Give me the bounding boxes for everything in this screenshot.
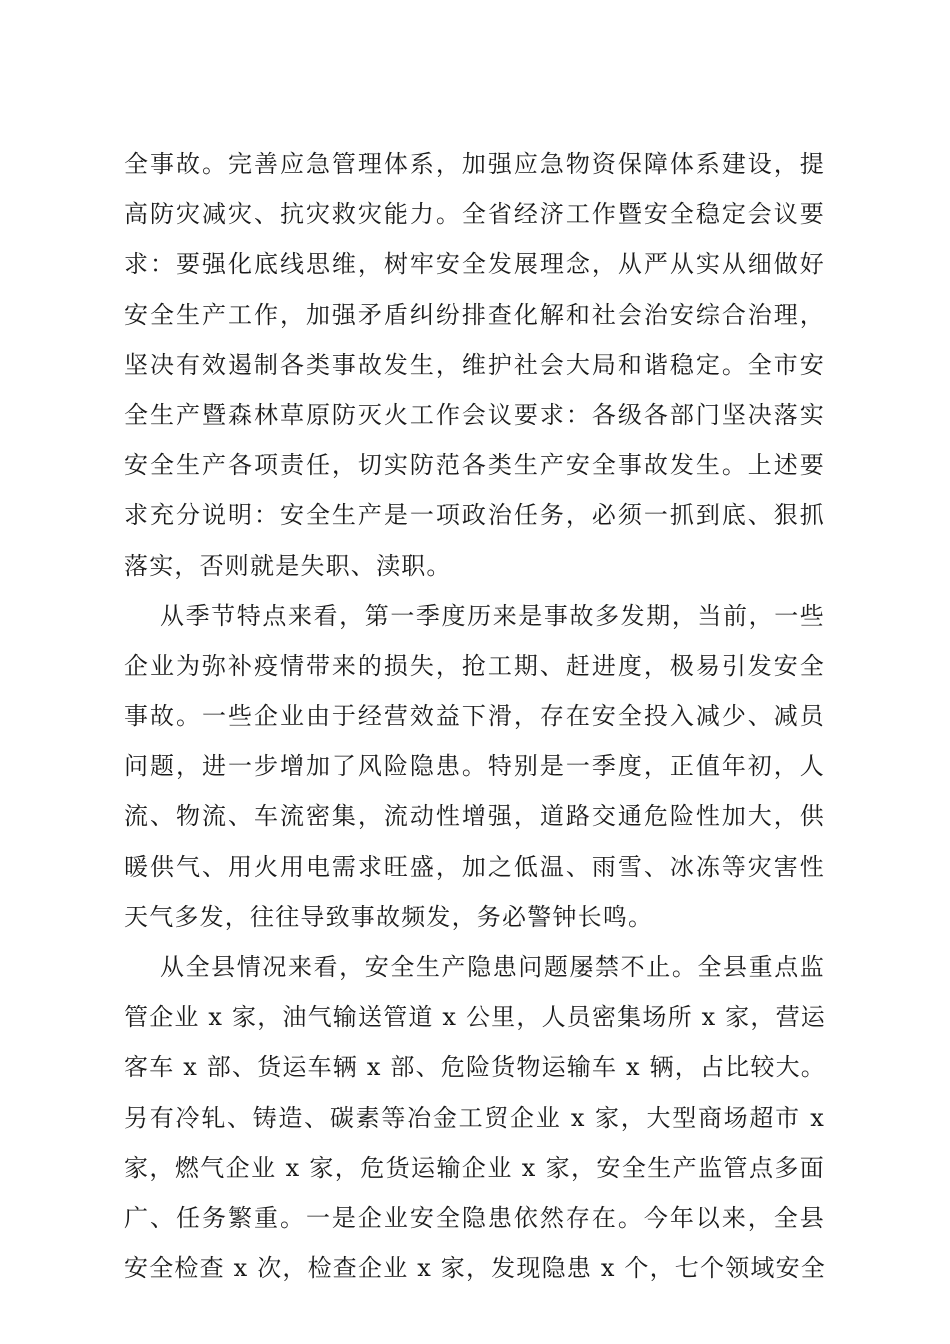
text-line: 管企业 x 家，油气输送管道 x 公里，人员密集场所 x 家，营运 <box>124 1003 826 1032</box>
text-line: 家，燃气企业 x 家，危货运输企业 x 家，安全生产监管点多面 <box>124 1153 825 1182</box>
text-line: 坚决有效遏制各类事故发生，维护社会大局和谐稳定。全市安 <box>124 350 825 379</box>
text-line: 全事故。完善应急管理体系，加强应急物资保障体系建设，提 <box>124 150 825 178</box>
text-line: 从全县情况来看，安全生产隐患问题屡禁不止。全县重点监 <box>160 953 825 981</box>
text-line: 从季节特点来看，第一季度历来是事故多发期，当前，一些 <box>160 601 825 630</box>
paragraph-2 <box>124 591 825 942</box>
text-line: 高防灾减灾、抗灾救灾能力。全省经济工作暨安全稳定会议要 <box>124 200 825 229</box>
text-line: 落实，否则就是失职、渎职。 <box>124 551 452 580</box>
text-line: 事故。一些企业由于经营效益下滑，存在安全投入减少、减员 <box>124 702 825 731</box>
text-line: 安全检查 x 次，检查企业 x 家，发现隐患 x 个，七个领域安全 <box>124 1254 826 1283</box>
text-line: 安全生产工作，加强矛盾纠纷排查化解和社会治安综合治理， <box>124 300 825 329</box>
text-line: 广、任务繁重。一是企业安全隐患依然存在。今年以来，全县 <box>124 1203 825 1232</box>
text-line: 天气多发，往往导致事故频发，务必警钟长鸣。 <box>124 902 654 931</box>
text-line: 企业为弥补疫情带来的损失，抢工期、赶进度，极易引发安全 <box>124 651 825 680</box>
text-line: 客车 x 部、货运车辆 x 部、危险货物运输车 x 辆，占比较大。 <box>124 1053 826 1082</box>
text-line: 求：要强化底线思维，树牢安全发展理念，从严从实从细做好 <box>124 250 825 279</box>
text-line: 暖供气、用火用电需求旺盛，加之低温、雨雪、冰冻等灾害性 <box>124 852 825 881</box>
text-line: 安全生产各项责任，切实防范各类生产安全事故发生。上述要 <box>124 451 825 480</box>
text-line: 全生产暨森林草原防灭火工作会议要求：各级各部门坚决落实 <box>124 400 825 429</box>
paragraph-1 <box>124 139 825 591</box>
text-line: 另有冷轧、铸造、碳素等冶金工贸企业 x 家，大型商场超市 x <box>124 1103 825 1132</box>
text-line: 流、物流、车流密集，流动性增强，道路交通危险性加大，供 <box>124 802 825 831</box>
paragraph-3 <box>124 942 825 1293</box>
text-line: 问题，进一步增加了风险隐患。特别是一季度，正值年初，人 <box>124 752 825 781</box>
text-line: 求充分说明：安全生产是一项政治任务，必须一抓到底、狠抓 <box>124 501 825 530</box>
document-body <box>124 139 825 1293</box>
